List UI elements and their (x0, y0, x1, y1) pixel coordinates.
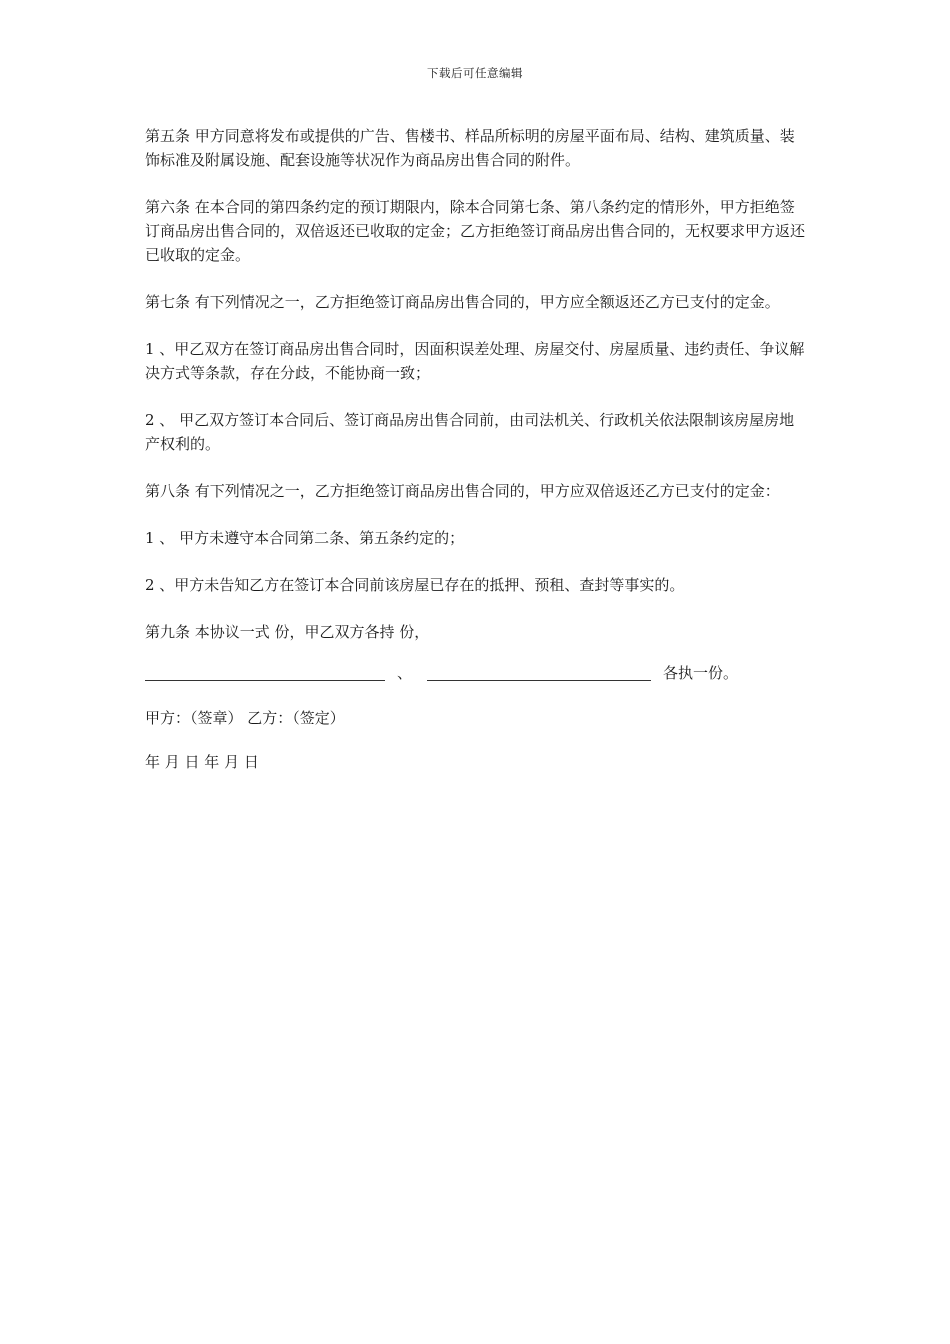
copies-fill-line (145, 660, 807, 686)
article-7-item-2: 2 、 甲乙双方签订本合同后、签订商品房出售合同前，由司法机关、行政机关依法限制该房屋房地产权利的。 (145, 411, 795, 453)
signature-row: 甲方：（签章） 乙方：（签定） (145, 709, 345, 727)
article-9: 第九条 本协议一式 份，甲乙双方各持 份， (145, 623, 430, 641)
article-8: 第八条 有下列情况之一，乙方拒绝签订商品房出售合同的，甲方应双倍返还乙方已支付的定金： (145, 482, 780, 500)
article-6: 第六条 在本合同的第四条约定的预订期限内，除本合同第七条、第八条约定的情形外，甲方拒绝签订商品房出售合同的，双倍返还已收取的定金；乙方拒绝签订商品房出售合同的，无权要求甲方返还已收取的定金。 (145, 198, 806, 264)
article-7-item-1: 1 、甲乙双方在签订商品房出售合同时，因面积误差处理、房屋交付、房屋质量、违约责任、争议解决方式等条款，存在分歧，不能协商一致； (145, 340, 805, 382)
contract-body (145, 124, 807, 774)
blank-line-party-b[interactable] (427, 666, 651, 681)
page-header-note: 下载后可任意编辑 (427, 66, 523, 80)
article-8-item-1: 1 、 甲方未遵守本合同第二条、第五条约定的； (145, 529, 465, 547)
blank-line-party-a[interactable] (145, 666, 385, 681)
date-row: 年 月 日 年 月 日 (145, 753, 259, 771)
copies-each-text: 各执一份。 (663, 664, 739, 682)
separator-mark: 、 (397, 664, 413, 682)
article-8-item-2: 2 、甲方未告知乙方在签订本合同前该房屋已存在的抵押、预租、查封等事实的。 (145, 576, 685, 594)
article-7: 第七条 有下列情况之一，乙方拒绝签订商品房出售合同的，甲方应全额返还乙方已支付的定金。 (145, 293, 780, 311)
article-5: 第五条 甲方同意将发布或提供的广告、售楼书、样品所标明的房屋平面布局、结构、建筑质量、装饰标准及附属设施、配套设施等状况作为商品房出售合同的附件。 (145, 127, 795, 169)
